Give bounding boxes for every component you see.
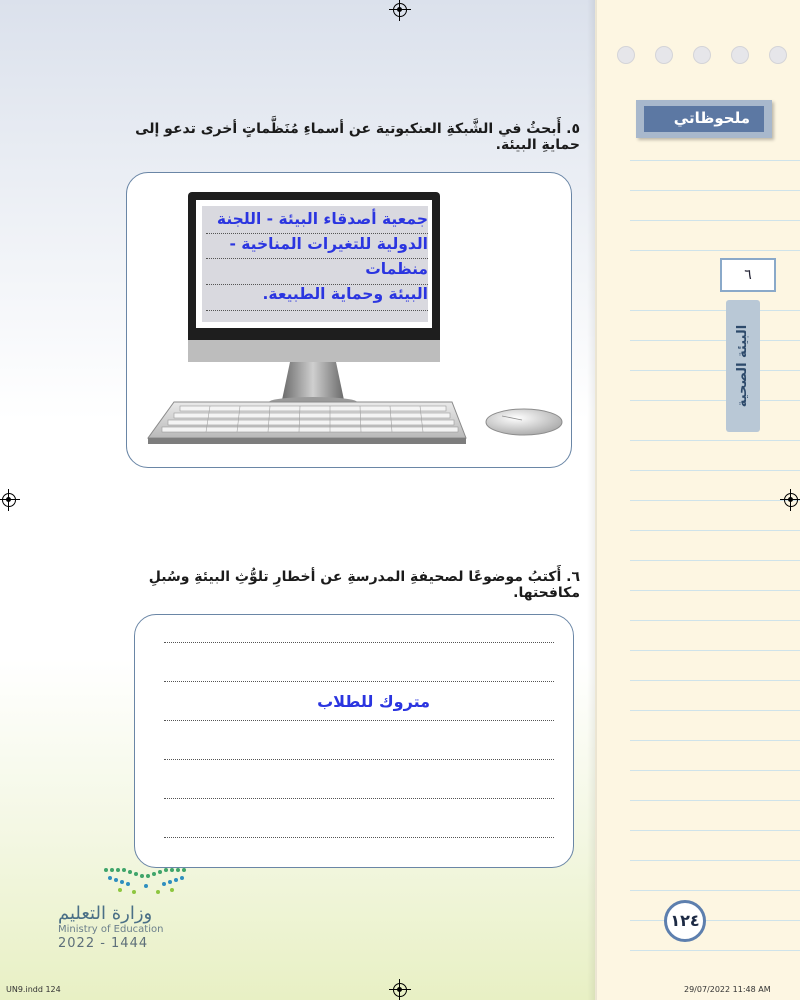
binding-shadow xyxy=(587,0,597,1000)
answer-line-text: جمعية أصدقاء البيئة - اللجنة xyxy=(216,210,428,228)
ministry-logo-icon xyxy=(100,864,192,896)
answer-line xyxy=(164,681,554,682)
notes-label: ملحوظاتي xyxy=(673,109,750,127)
ministry-year: 2022 - 1444 xyxy=(58,936,149,951)
question-5: ٥. أَبحثُ في الشَّبكةِ العنكبوتية عن أسماءِ مُنَظَّماتٍ أخرى تدعو إلى حمايةِ البيئة. xyxy=(135,121,580,153)
monitor-stand xyxy=(282,362,344,400)
footer-file-info: UN9.indd 124 xyxy=(6,985,61,994)
question-5-answer xyxy=(200,207,428,307)
answer-line xyxy=(206,310,428,311)
registration-mark-icon xyxy=(393,983,407,997)
binder-hole-icon xyxy=(769,46,787,64)
footer-timestamp: 29/07/2022 11:48 AM xyxy=(684,985,771,994)
unit-title: البيئة الصحية xyxy=(735,324,750,408)
page-number: ١٢٤ xyxy=(664,900,706,942)
answer-line xyxy=(164,720,554,721)
answer-line xyxy=(164,798,554,799)
answer-line xyxy=(164,642,554,643)
question-6: ٦. أَكتبُ موضوعًا لصحيفةِ المدرسةِ عن أخطارِ تلوُّثِ البيئةِ وسُبلِ مكافحتها. xyxy=(148,569,580,601)
mouse xyxy=(486,409,562,435)
question-6-answer: متروك للطلاب xyxy=(317,692,430,711)
binder-hole-icon xyxy=(693,46,711,64)
unit-title-strip xyxy=(726,300,760,432)
monitor-chin xyxy=(188,340,440,362)
notes-tab xyxy=(636,100,772,138)
answer-line xyxy=(164,837,554,838)
answer-line xyxy=(164,759,554,760)
question-6-answer-frame xyxy=(134,614,574,868)
registration-mark-icon xyxy=(784,493,798,507)
answer-line-text: البيئة وحماية الطبيعة. xyxy=(262,285,428,303)
binder-hole-icon xyxy=(617,46,635,64)
ministry-name-arabic: وزارة التعليم xyxy=(58,903,153,924)
registration-mark-icon xyxy=(393,3,407,17)
unit-number: ٦ xyxy=(720,258,776,292)
answer-line-text: الدولية للتغيرات المناخية - منظمات xyxy=(229,235,428,278)
binder-hole-icon xyxy=(731,46,749,64)
ministry-name-english: Ministry of Education xyxy=(58,924,164,935)
binder-hole-icon xyxy=(655,46,673,64)
registration-mark-icon xyxy=(2,493,16,507)
